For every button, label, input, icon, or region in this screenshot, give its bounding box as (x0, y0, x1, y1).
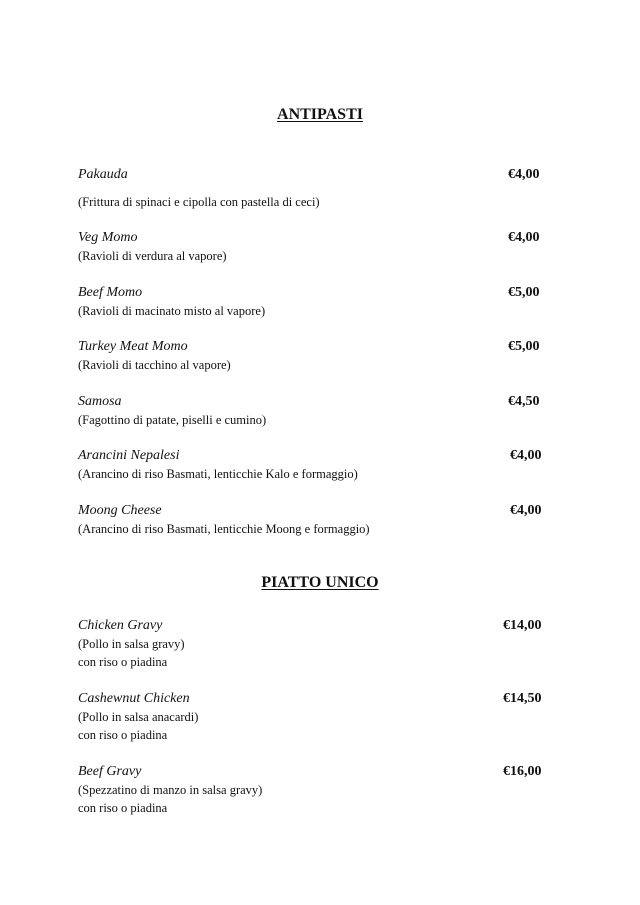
item-note: con riso o piadina (78, 728, 168, 742)
menu-item-cashewnut-chicken (78, 690, 558, 744)
menu-item-veg-momo (78, 229, 558, 265)
item-name: Beef Gravy (78, 764, 142, 779)
item-price: €16,00 (503, 764, 542, 779)
item-price: €5,00 (508, 339, 540, 354)
item-price: €4,00 (508, 167, 540, 182)
item-price: €4,00 (508, 230, 540, 245)
item-note: con riso o piadina (78, 801, 168, 815)
item-description: (Ravioli di verdura al vapore) (78, 249, 227, 263)
item-description: (Pollo in salsa gravy) (78, 637, 185, 651)
section-title-antipasti: ANTIPASTI (277, 106, 363, 123)
item-description: (Arancino di riso Basmati, lenticchie Moong e formaggio) (78, 522, 370, 536)
menu-item-samosa (78, 393, 558, 429)
menu-item-turkey-meat-momo (78, 338, 558, 374)
section-title-piatto-unico: PIATTO UNICO (261, 574, 379, 591)
item-description: (Ravioli di macinato misto al vapore) (78, 304, 266, 318)
menu-item-chicken-gravy (78, 617, 558, 671)
item-price: €14,50 (503, 691, 542, 706)
item-price: €4,00 (510, 448, 542, 463)
item-name: Pakauda (78, 167, 128, 182)
menu-item-beef-gravy (78, 763, 558, 817)
item-name: Chicken Gravy (78, 618, 163, 633)
item-price: €14,00 (503, 618, 542, 633)
item-price: €4,50 (508, 394, 540, 409)
item-description: (Spezzatino di manzo in salsa gravy) (78, 783, 263, 797)
menu-item-moong-cheese (78, 502, 558, 538)
item-name: Beef Momo (78, 285, 143, 300)
item-price: €5,00 (508, 285, 540, 300)
menu-item-beef-momo (78, 284, 558, 320)
item-description: (Pollo in salsa anacardi) (78, 710, 199, 724)
item-name: Arancini Nepalesi (78, 448, 180, 463)
item-description: (Arancino di riso Basmati, lenticchie Kalo e formaggio) (78, 467, 358, 481)
item-name: Turkey Meat Momo (78, 339, 188, 354)
item-name: Moong Cheese (78, 503, 162, 518)
menu-item-pakauda (78, 166, 558, 211)
item-description: (Frittura di spinaci e cipolla con pastella di ceci) (78, 195, 320, 209)
item-description: (Fagottino di patate, piselli e cumino) (78, 413, 267, 427)
item-note: con riso o piadina (78, 655, 168, 669)
item-price: €4,00 (510, 503, 542, 518)
item-name: Cashewnut Chicken (78, 691, 190, 706)
menu-item-arancini-nepalesi (78, 447, 558, 483)
item-name: Samosa (78, 394, 122, 409)
item-description: (Ravioli di tacchino al vapore) (78, 358, 231, 372)
item-name: Veg Momo (78, 230, 138, 245)
